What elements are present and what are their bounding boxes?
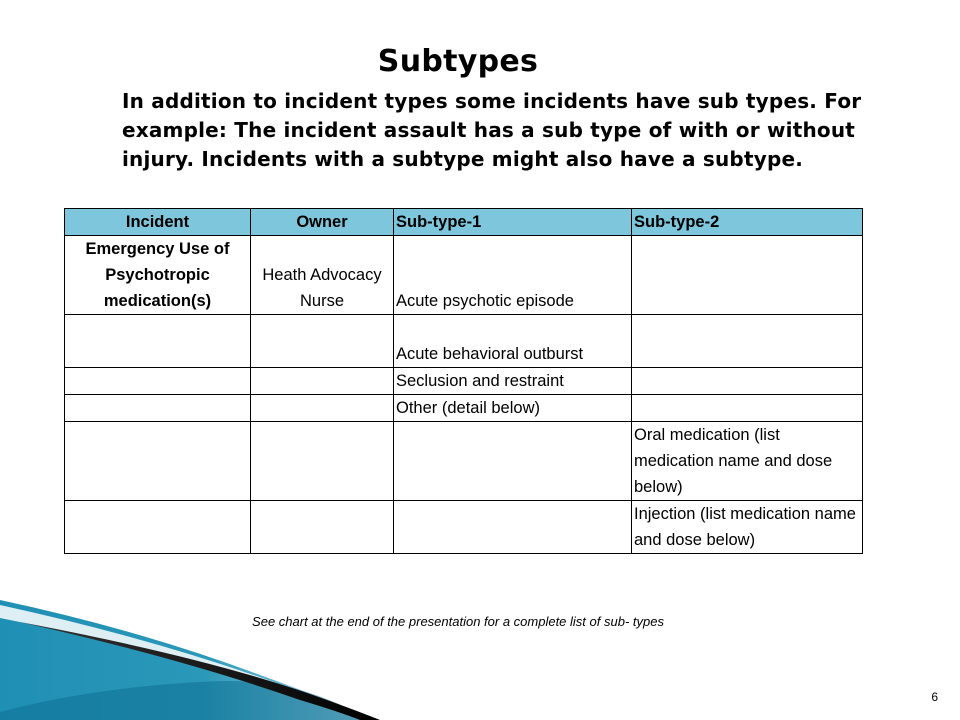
slide-title: Subtypes <box>377 44 539 79</box>
cell-sub-type-1: Acute behavioral outburst <box>394 315 632 368</box>
cell-incident <box>65 501 251 554</box>
table-row <box>65 368 863 395</box>
corner-swoosh-decoration <box>0 570 440 720</box>
subtypes-table <box>64 208 863 554</box>
cell-owner <box>251 422 394 501</box>
table-row <box>65 395 863 422</box>
cell-owner <box>251 315 394 368</box>
cell-sub-type-2 <box>632 315 863 368</box>
cell-sub-type-1: Other (detail below) <box>394 395 632 422</box>
cell-sub-type-2: Injection (list medication name and dose below) <box>632 501 863 554</box>
header-sub-type-2: Sub-type-2 <box>632 209 863 236</box>
cell-owner <box>251 501 394 554</box>
cell-sub-type-2 <box>632 368 863 395</box>
cell-sub-type-2: Oral medication (list medication name and dose below) <box>632 422 863 501</box>
table-header-row <box>65 209 863 236</box>
header-sub-type-1: Sub-type-1 <box>394 209 632 236</box>
cell-incident <box>65 422 251 501</box>
cell-sub-type-2 <box>632 395 863 422</box>
header-owner: Owner <box>251 209 394 236</box>
cell-sub-type-2 <box>632 236 863 315</box>
cell-incident <box>65 315 251 368</box>
table-row <box>65 315 863 368</box>
cell-sub-type-1: Seclusion and restraint <box>394 368 632 395</box>
cell-incident <box>65 395 251 422</box>
cell-owner <box>251 368 394 395</box>
cell-sub-type-1: Acute psychotic episode <box>394 236 632 315</box>
cell-owner <box>251 395 394 422</box>
header-incident: Incident <box>65 209 251 236</box>
cell-sub-type-1 <box>394 422 632 501</box>
cell-owner: Heath Advocacy Nurse <box>251 236 394 315</box>
table-row <box>65 422 863 501</box>
cell-incident: Emergency Use of Psychotropic medication(s) <box>65 236 251 315</box>
cell-sub-type-1 <box>394 501 632 554</box>
table-row <box>65 501 863 554</box>
cell-incident <box>65 368 251 395</box>
footnote: See chart at the end of the presentation for a complete list of sub- types <box>252 614 664 629</box>
page-number: 6 <box>931 690 938 704</box>
intro-paragraph: In addition to incident types some incidents have sub types. For example: The incident assault has a sub type of with or without injury. Incidents with a subtype might also have a subtype. <box>122 89 862 171</box>
table-row <box>65 236 863 315</box>
